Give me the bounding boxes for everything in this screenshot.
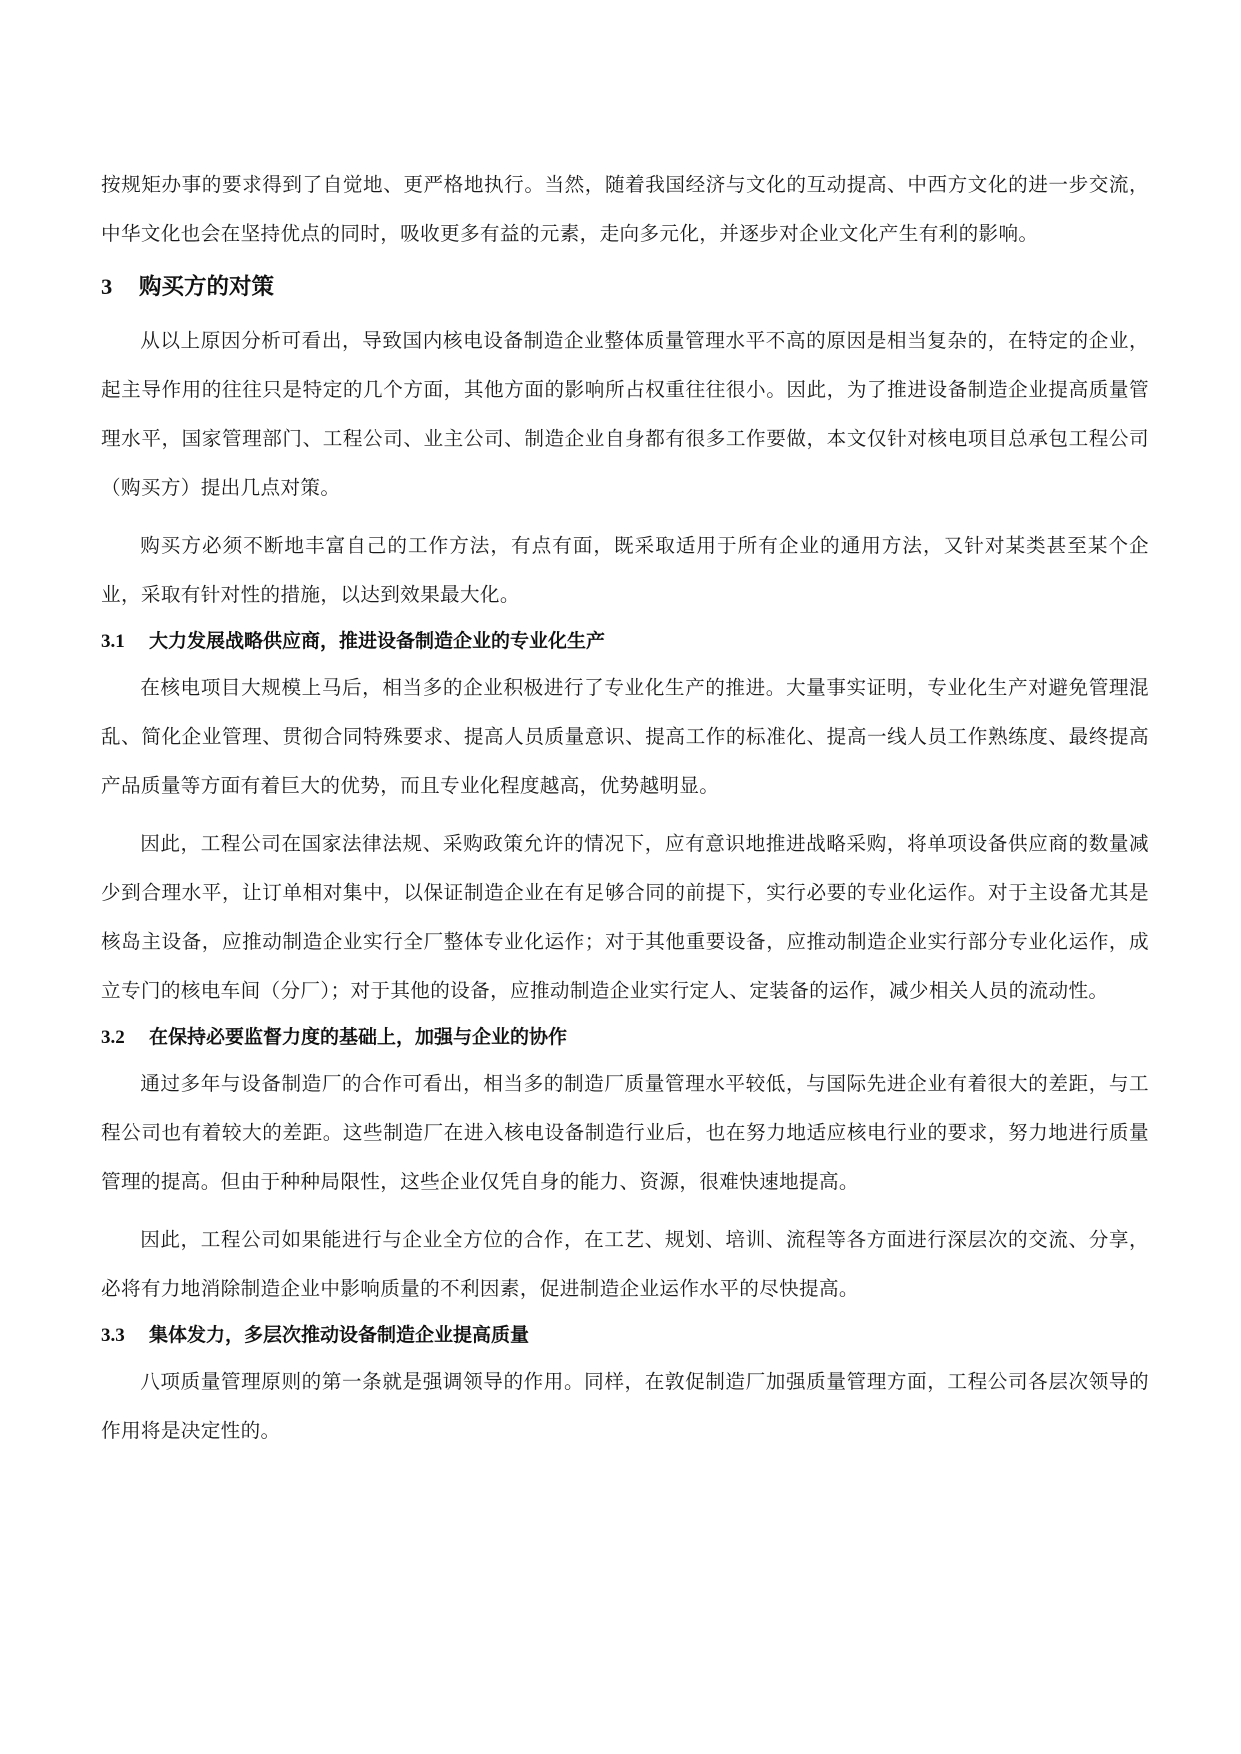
section-3-number: 3 — [101, 274, 113, 299]
section-3-3-heading — [101, 1313, 1149, 1357]
section-3-2-heading — [101, 1015, 1149, 1059]
section-3-1-paragraph-2: 因此，工程公司在国家法律法规、采购政策允许的情况下，应有意识地推进战略采购，将单项设备供应商的数量减少到合理水平，让订单相对集中，以保证制造企业在有足够合同的前提下，实行必要的专业化运作。对于主设备尤其是核岛主设备，应推动制造企业实行全厂整体专业化运作；对于其他重要设备，应推动制造企业实行部分专业化运作，成立专门的核电车间（分厂）；对于其他的设备，应推动制造企业实行定人、定装备的运作，减少相关人员的流动性。 — [101, 832, 1149, 1002]
section-3-2-paragraph-2: 因此，工程公司如果能进行与企业全方位的合作，在工艺、规划、培训、流程等各方面进行深层次的交流、分享，必将有力地消除制造企业中影响质量的不利因素，促进制造企业运作水平的尽快提高。 — [101, 1228, 1149, 1300]
section-3-3-title: 集体发力，多层次推动设备制造企业提高质量 — [149, 1324, 530, 1346]
section-3-2-paragraph-1: 通过多年与设备制造厂的合作可看出，相当多的制造厂质量管理水平较低，与国际先进企业有着很大的差距，与工程公司也有着较大的差距。这些制造厂在进入核电设备制造行业后，也在努力地适应核电行业的要求，努力地进行质量管理的提高。但由于种种局限性，这些企业仅凭自身的能力、资源，很难快速地提高。 — [101, 1072, 1149, 1193]
section-3-paragraph-2: 购买方必须不断地丰富自己的工作方法，有点有面，既采取适用于所有企业的通用方法，又针对某类甚至某个企业，采取有针对性的措施，以达到效果最大化。 — [101, 534, 1149, 606]
section-3-3-paragraph-1: 八项质量管理原则的第一条就是强调领导的作用。同样，在敦促制造厂加强质量管理方面，工程公司各层次领导的作用将是决定性的。 — [101, 1370, 1149, 1442]
section-3-1-title: 大力发展战略供应商，推进设备制造企业的专业化生产 — [149, 630, 606, 652]
section-3-1-paragraph-1: 在核电项目大规模上马后，相当多的企业积极进行了专业化生产的推进。大量事实证明，专业化生产对避免管理混乱、简化企业管理、贯彻合同特殊要求、提高人员质量意识、提高工作的标准化、提高一线人员工作熟练度、最终提高产品质量等方面有着巨大的优势，而且专业化程度越高，优势越明显。 — [101, 676, 1149, 797]
section-3-2-number: 3.2 — [101, 1027, 125, 1048]
section-3-3-number: 3.3 — [101, 1325, 125, 1346]
intro-paragraph: 按规矩办事的要求得到了自觉地、更严格地执行。当然，随着我国经济与文化的互动提高、中西方文化的进一步交流，中华文化也会在坚持优点的同时，吸收更多有益的元素，走向多元化，并逐步对企业文化产生有利的影响。 — [101, 173, 1149, 245]
section-3-1-number: 3.1 — [101, 631, 125, 652]
section-3-title: 购买方的对策 — [139, 274, 275, 300]
section-3-paragraph-1: 从以上原因分析可看出，导致国内核电设备制造企业整体质量管理水平不高的原因是相当复杂的，在特定的企业，起主导作用的往往只是特定的几个方面，其他方面的影响所占权重往往很小。因此，为了推进设备制造企业提高质量管理水平，国家管理部门、工程公司、业主公司、制造企业自身都有很多工作要做，本文仅针对核电项目总承包工程公司（购买方）提出几点对策。 — [101, 329, 1149, 499]
document-body — [101, 160, 1149, 1455]
section-3-heading — [101, 258, 1149, 316]
section-3-1-heading — [101, 619, 1149, 663]
section-3-2-title: 在保持必要监督力度的基础上，加强与企业的协作 — [149, 1026, 568, 1048]
